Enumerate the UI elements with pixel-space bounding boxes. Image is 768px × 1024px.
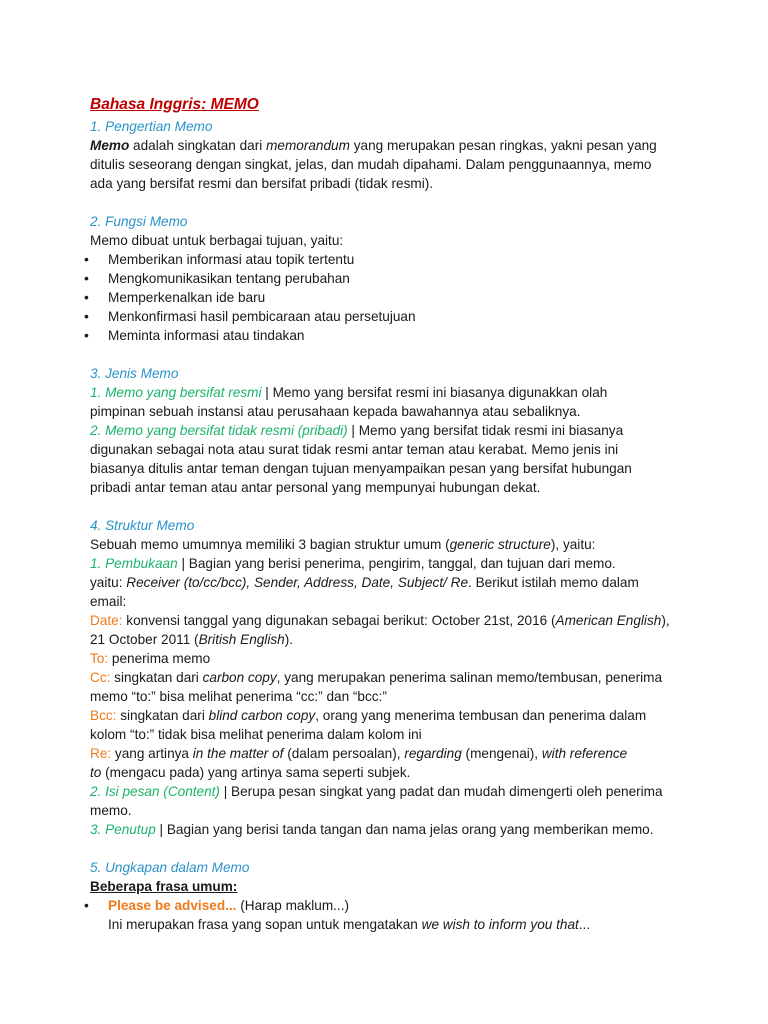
document-page [90, 93, 730, 934]
date-key: Date: [90, 613, 123, 628]
text-run: Receiver (to/cc/bcc), Sender, Address, Date, Subject/ Re [126, 575, 469, 590]
spacer [90, 193, 730, 212]
list-item: • Menkonfirmasi hasil pembicaraan atau persetujuan [90, 307, 730, 326]
text-run: we wish to inform you that [421, 917, 579, 932]
list-item: • Mengkomunikasikan tentang perubahan [90, 269, 730, 288]
list-item: • Memberikan informasi atau topik tertentu [90, 250, 730, 269]
re-line-2 [90, 763, 730, 782]
text-run: singkatan dari [110, 670, 203, 685]
jenis-pribadi-line-4: pribadi antar teman atau antar personal yang mempunyai hubungan dekat. [90, 480, 541, 495]
to-line [90, 649, 730, 668]
pembukaan-label: 1. Pembukaan [90, 556, 178, 571]
pembukaan-line-3: email: [90, 594, 127, 609]
text-run: to [90, 765, 102, 780]
text-run: | Memo yang bersifat tidak resmi ini biasanya [347, 423, 624, 438]
fungsi-intro: Memo dibuat untuk berbagai tujuan, yaitu: [90, 233, 344, 248]
text-run: carbon copy [202, 670, 277, 685]
text-run: . Berikut istilah memo dalam [468, 575, 639, 590]
text-run: yang artinya [111, 746, 193, 761]
text-run: Ini merupakan frasa yang sopan untuk mengatakan [108, 917, 422, 932]
text-run: adalah singkatan dari [129, 138, 267, 153]
bcc-key: Bcc: [90, 708, 117, 723]
date-line-2 [90, 630, 730, 649]
penutup-line [90, 820, 730, 839]
text-run: Sebuah memo umumnya memiliki 3 bagian struktur umum ( [90, 537, 450, 552]
jenis-resmi-line-1 [90, 383, 730, 402]
struktur-intro [90, 535, 730, 554]
frasa-subheading [90, 877, 730, 896]
list-item: • Memperkenalkan ide baru [90, 288, 730, 307]
document-title: Bahasa Inggris: MEMO [90, 96, 259, 113]
text-run: , orang yang menerima tembusan dan penerima dalam [315, 708, 647, 723]
text-run: regarding [404, 746, 462, 761]
text-run: (mengacu pada) yang artinya sama seperti subjek. [101, 765, 411, 780]
isi-pesan-label: 2. Isi pesan (Content) [90, 784, 220, 799]
jenis-pribadi-line-3: biasanya ditulis antar teman dengan tujuan menyampaikan pesan yang bersifat hubungan [90, 461, 632, 476]
section-heading-ungkapan: 5. Ungkapan dalam Memo [90, 860, 250, 875]
phrase-key: Please be advised... [108, 898, 237, 913]
re-line-1 [90, 744, 730, 763]
jenis-pribadi-label: 2. Memo yang bersifat tidak resmi (pribadi) [90, 423, 348, 438]
text-run: konvensi tanggal yang digunakan sebagai berikut: October 21st, 2016 ( [122, 613, 556, 628]
bcc-line-1 [90, 706, 730, 725]
text-run: 21 October 2011 ( [90, 632, 199, 647]
jenis-pribadi-line-1 [90, 421, 730, 440]
jenis-pribadi-line-2: digunakan sebagai nota atau surat tidak resmi antar teman atau kerabat. Memo jenis ini [90, 442, 619, 457]
section-heading-pengertian: 1. Pengertian Memo [90, 119, 213, 134]
re-key: Re: [90, 746, 112, 761]
isi-line-1 [90, 782, 730, 801]
bcc-line-2: kolom “to:” tidak bisa melihat penerima dalam kolom ini [90, 727, 422, 742]
text-run: in the matter of [192, 746, 284, 761]
text-run: (Harap maklum...) [236, 898, 350, 913]
text-run: (dalam persoalan), [283, 746, 405, 761]
cc-key: Cc: [90, 670, 111, 685]
text-run: British English [198, 632, 285, 647]
text-run: , yang merupakan penerima salinan memo/tembusan, penerima [276, 670, 663, 685]
text-run: ). [284, 632, 294, 647]
section-heading-struktur: 4. Struktur Memo [90, 518, 195, 533]
text-run: | Bagian yang berisi tanda tangan dan nama jelas orang yang memberikan memo. [155, 822, 654, 837]
to-key: To: [90, 651, 109, 666]
jenis-resmi-label: 1. Memo yang bersifat resmi [90, 385, 262, 400]
text-run: ), [661, 613, 670, 628]
fungsi-list [90, 250, 730, 345]
text-run: Beberapa frasa umum: [90, 879, 238, 894]
text-run: ... [578, 917, 591, 932]
text-run: blind carbon copy [208, 708, 316, 723]
pengertian-line-3: ada yang bersifat resmi dan bersifat pribadi (tidak resmi). [90, 176, 434, 191]
text-run: | Memo yang bersifat resmi ini biasanya digunakkan olah [261, 385, 608, 400]
memo-term: Memo [90, 138, 130, 153]
text-run: with reference [541, 746, 628, 761]
text-run: American English [555, 613, 662, 628]
section-heading-jenis: 3. Jenis Memo [90, 366, 179, 381]
spacer [90, 345, 730, 364]
frasa-list [90, 896, 730, 915]
section-heading-fungsi: 2. Fungsi Memo [90, 214, 188, 229]
text-run: singkatan dari [116, 708, 209, 723]
spacer [90, 497, 730, 516]
list-item: • Meminta informasi atau tindakan [90, 326, 730, 345]
text-run: generic structure [449, 537, 551, 552]
frasa-explanation [90, 915, 730, 934]
text-run: memorandum [266, 138, 350, 153]
spacer [90, 839, 730, 858]
pembukaan-line-2 [90, 573, 730, 592]
text-run: ), yaitu: [550, 537, 596, 552]
text-run: (mengenai), [461, 746, 542, 761]
pembukaan-line-1 [90, 554, 730, 573]
jenis-resmi-line-2: pimpinan sebuah instansi atau perusahaan kepada bawahannya atau sebaliknya. [90, 404, 581, 419]
penutup-label: 3. Penutup [90, 822, 156, 837]
cc-line-2: memo “to:” bisa melihat penerima “cc:” dan “bcc:” [90, 689, 387, 704]
text-run: | Bagian yang berisi penerima, pengirim, tanggal, dan tujuan dari memo. [177, 556, 616, 571]
pengertian-line-1 [90, 136, 730, 155]
isi-line-2: memo. [90, 803, 132, 818]
date-line-1 [90, 611, 730, 630]
text-run: yaitu: [90, 575, 127, 590]
text-run: penerima memo [108, 651, 211, 666]
pengertian-line-2: ditulis seseorang dengan singkat, jelas, dan mudah dipahami. Dalam penggunaannya, memo [90, 157, 652, 172]
list-item [90, 896, 730, 915]
text-run: | Berupa pesan singkat yang padat dan mudah dimengerti oleh penerima [219, 784, 663, 799]
cc-line-1 [90, 668, 730, 687]
text-run: yang merupakan pesan ringkas, yakni pesan yang [349, 138, 657, 153]
